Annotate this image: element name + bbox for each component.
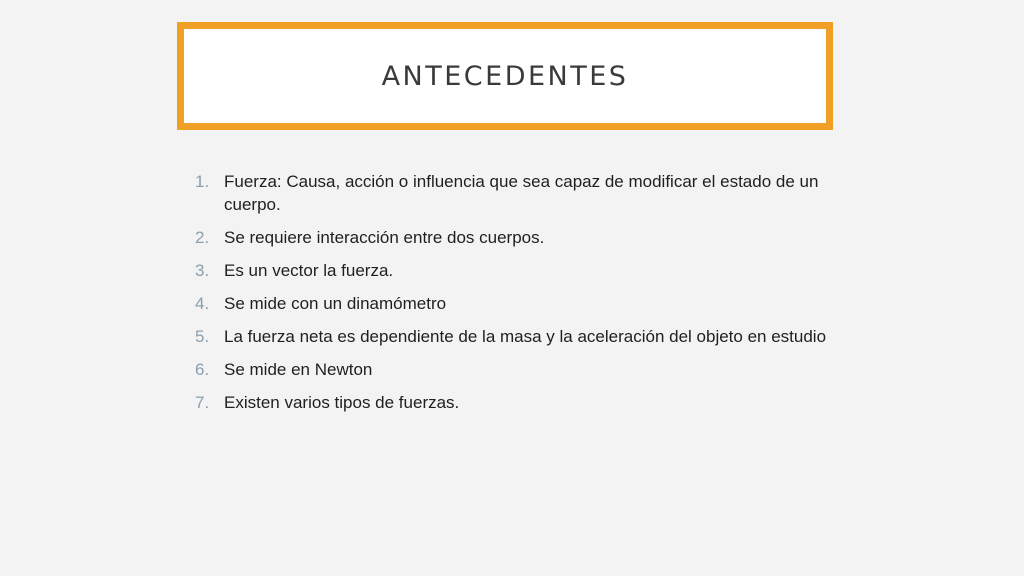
list-item-text: Fuerza: Causa, acción o influencia que sea capaz de modificar el estado de un cuerpo. [224, 172, 819, 214]
list-item-text: La fuerza neta es dependiente de la masa y la aceleración del objeto en estudio [224, 327, 827, 346]
list-item-number: 1. [195, 172, 210, 191]
list-item-number: 2. [195, 228, 210, 247]
list-item-text: Se mide con un dinamómetro [224, 294, 447, 313]
list-item [188, 226, 828, 249]
list-item [188, 325, 828, 348]
bullet-list [188, 170, 828, 424]
list-item-text: Existen varios tipos de fuerzas. [224, 393, 460, 412]
list-item-number: 6. [195, 360, 210, 379]
list-item [188, 292, 828, 315]
list-item-text: Se mide en Newton [224, 360, 373, 379]
list-item-number: 4. [195, 294, 210, 313]
list-item-number: 5. [195, 327, 210, 346]
list-item-number: 7. [195, 393, 210, 412]
title-box [177, 22, 833, 130]
list-item-number: 3. [195, 261, 210, 280]
list-item [188, 259, 828, 282]
list-item [188, 391, 828, 414]
slide-title: ANTECEDENTES [381, 60, 629, 92]
list-item-text: Es un vector la fuerza. [224, 261, 394, 280]
list-item-text: Se requiere interacción entre dos cuerpos. [224, 228, 545, 247]
list-item [188, 170, 828, 216]
list-item [188, 358, 828, 381]
